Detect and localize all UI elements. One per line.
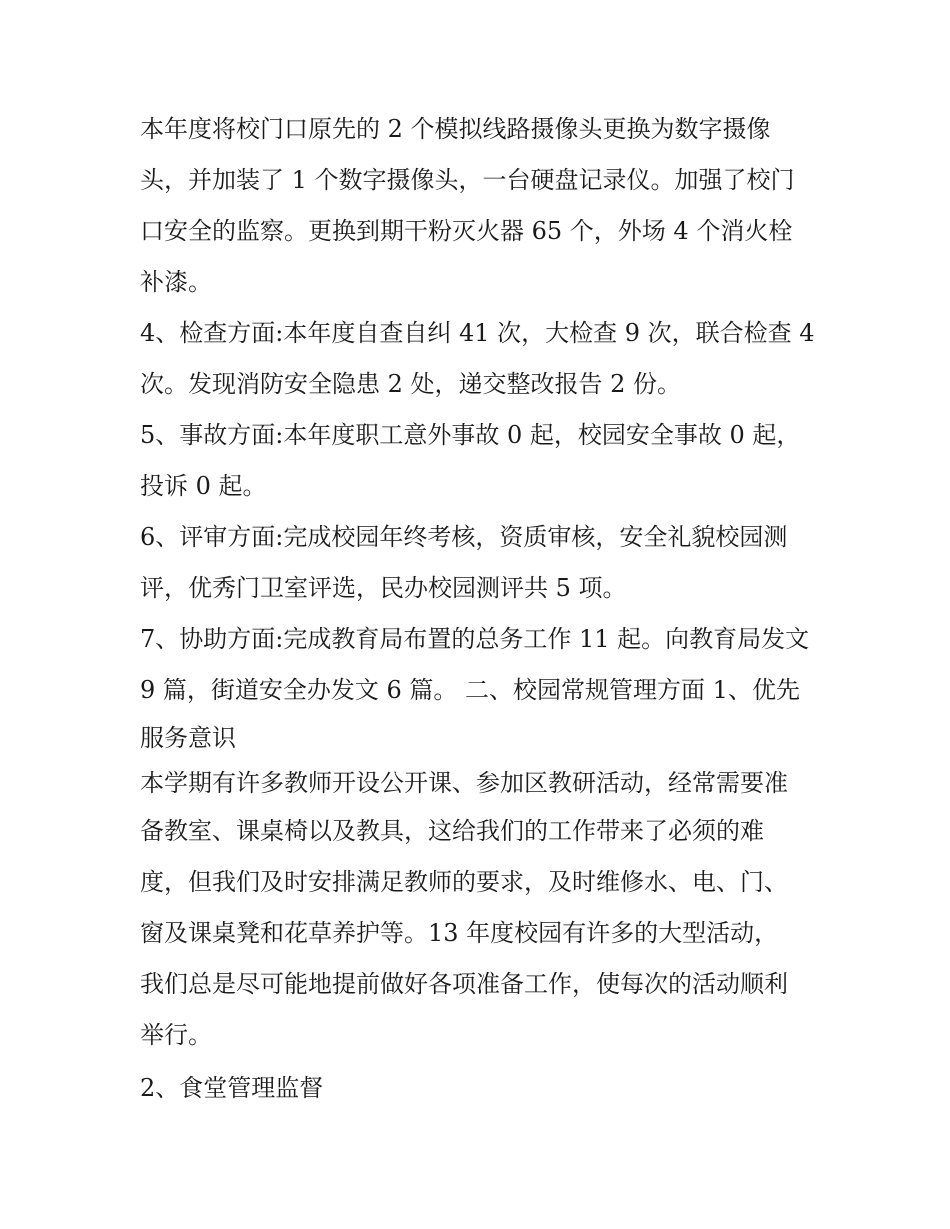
section-item-4: 4、检查方面:本年度自查自纠 41 次，大检查 9 次，联合检查 4 bbox=[140, 319, 815, 347]
text-line: 窗及课桌凳和花草养护等。13 年度校园有许多的大型活动， bbox=[140, 919, 779, 947]
text-line: 服务意识 bbox=[140, 724, 236, 752]
text-line: 头，并加装了 1 个数字摄像头，一台硬盘记录仪。加强了校门 bbox=[140, 166, 795, 194]
section-item-7: 7、协助方面:完成教育局布置的总务工作 11 起。向教育局发文 bbox=[140, 625, 810, 653]
text-line: 备教室、课桌椅以及教具，这给我们的工作带来了必须的难 bbox=[140, 817, 764, 845]
text-line: 评，优秀门卫室评选，民办校园测评共 5 项。 bbox=[140, 574, 627, 602]
text-line: 本学期有许多教师开设公开课、参加区教研活动，经常需要准 bbox=[140, 769, 788, 797]
text-line: 度，但我们及时安排满足教师的要求，及时维修水、电、门、 bbox=[140, 868, 788, 896]
text-line: 投诉 0 起。 bbox=[140, 472, 267, 500]
section-heading-canteen: 2、食堂管理监督 bbox=[140, 1074, 324, 1102]
text-line: 补漆。 bbox=[140, 268, 212, 296]
text-line: 举行。 bbox=[140, 1021, 212, 1049]
text-line: 9 篇，街道安全办发文 6 篇。 二、校园常规管理方面 1、优先 bbox=[140, 676, 800, 704]
document-body bbox=[140, 104, 830, 1116]
text-line: 次。发现消防安全隐患 2 处，递交整改报告 2 份。 bbox=[140, 370, 682, 398]
text-line: 口安全的监察。更换到期干粉灭火器 65 个，外场 4 个消火栓 bbox=[140, 217, 793, 245]
text-line: 我们总是尽可能地提前做好各项准备工作，使每次的活动顺利 bbox=[140, 970, 788, 998]
section-item-5: 5、事故方面:本年度职工意外事故 0 起，校园安全事故 0 起， bbox=[140, 421, 801, 449]
text-line: 本年度将校门口原先的 2 个模拟线路摄像头更换为数字摄像 bbox=[140, 115, 771, 143]
section-item-6: 6、评审方面:完成校园年终考核，资质审核，安全礼貌校园测 bbox=[140, 523, 788, 551]
